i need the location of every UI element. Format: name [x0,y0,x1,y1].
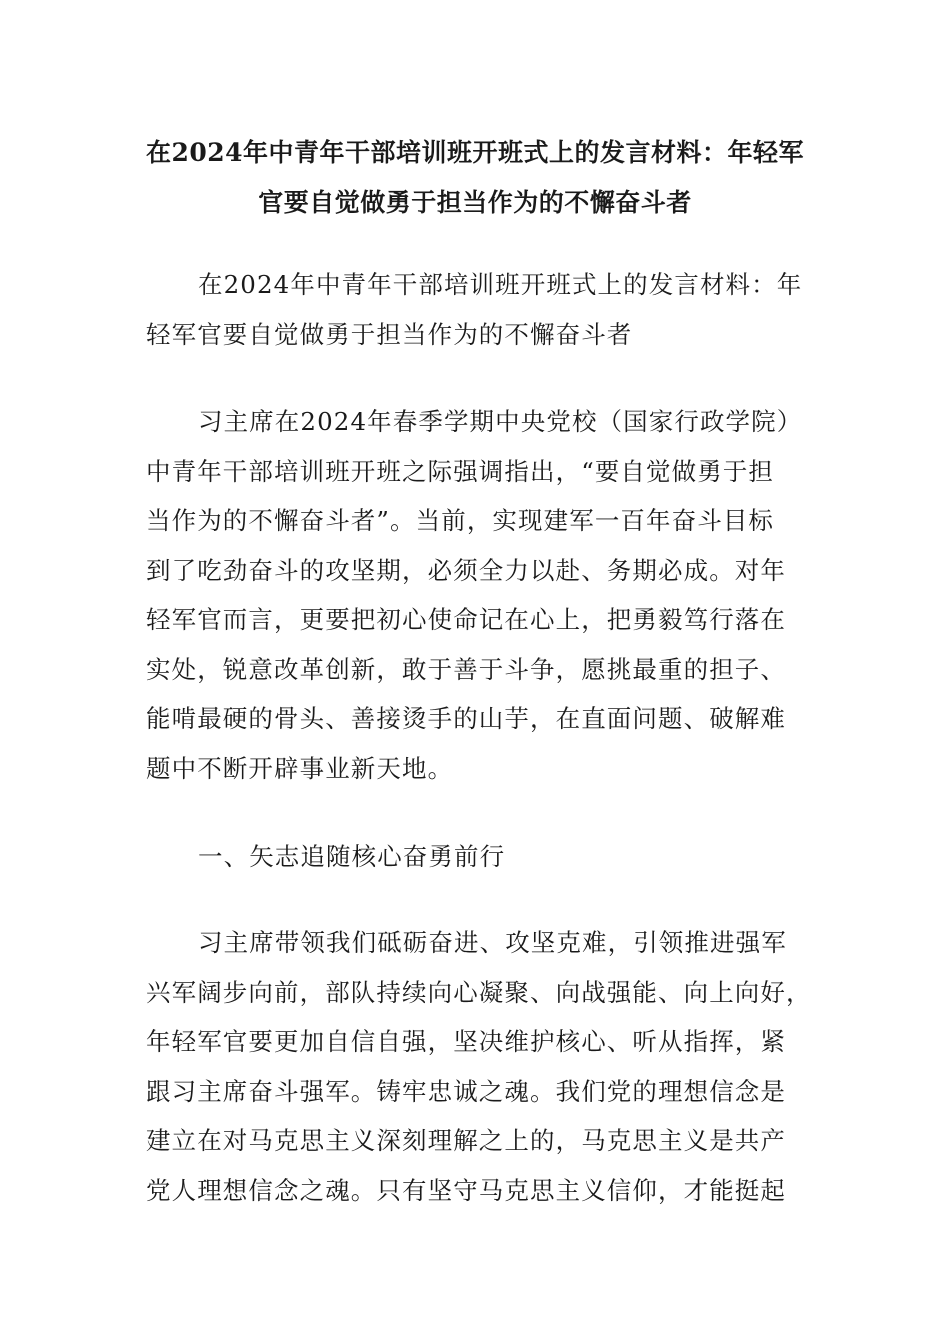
paragraph-line: 到了吃劲奋斗的攻坚期，必须全力以赴、务期必成。对年 [146,555,786,585]
heading-paragraph [146,260,806,359]
document-title [140,128,810,228]
paragraph-line: 习主席带领我们砥砺奋进、攻坚克难，引领推进强军 [198,928,787,957]
title-line: 官要自觉做勇于担当作为的不懈奋斗者 [258,188,692,217]
paragraph-line: 实处，锐意改革创新，敢于善于斗争，愿挑最重的担子、 [146,654,786,684]
title-line: 在2024年中青年干部培训班开班式上的发言材料：年轻军 [145,138,805,167]
paragraph-line: 习主席在2024年春季学期中央党校（国家行政学院） [198,407,803,436]
paragraph-line: 兴军阔步向前，部队持续向心凝聚、向战强能、向上向好， [146,977,812,1007]
paragraph-line: 题中不断开辟事业新天地。 [146,753,454,783]
paragraph-line: 轻军官而言，更要把初心使命记在心上，把勇毅笃行落在 [146,605,786,634]
paragraph-line: 能啃最硬的骨头、善接烫手的山芋，在直面问题、破解难 [146,704,786,733]
paragraph-line: 跟习主席奋斗强军。铸牢忠诚之魂。我们党的理想信念是 [146,1076,786,1106]
paragraph-line: 在2024年中青年干部培训班开班式上的发言材料：年 [198,270,803,299]
paragraph-line: 党人理想信念之魂。只有坚守马克思主义信仰，才能挺起 [146,1175,786,1205]
paragraph-line: 一、矢志追随核心奋勇前行 [198,842,506,871]
paragraph-line: 轻军官要自觉做勇于担当作为的不懈奋斗者 [146,319,633,349]
body-paragraph [146,918,812,1215]
paragraph-line: 当作为的不懈奋斗者”。当前，实现建军一百年奋斗目标 [146,506,775,535]
paragraph-line: 年轻军官要更加自信自强，坚决维护核心、听从指挥，紧 [146,1027,786,1056]
intro-paragraph [146,397,806,793]
paragraph-line: 建立在对马克思主义深刻理解之上的，马克思主义是共产 [146,1126,786,1155]
paragraph-line: 中青年干部培训班开班之际强调指出，“要自觉做勇于担 [146,456,775,486]
section-heading [146,832,806,882]
